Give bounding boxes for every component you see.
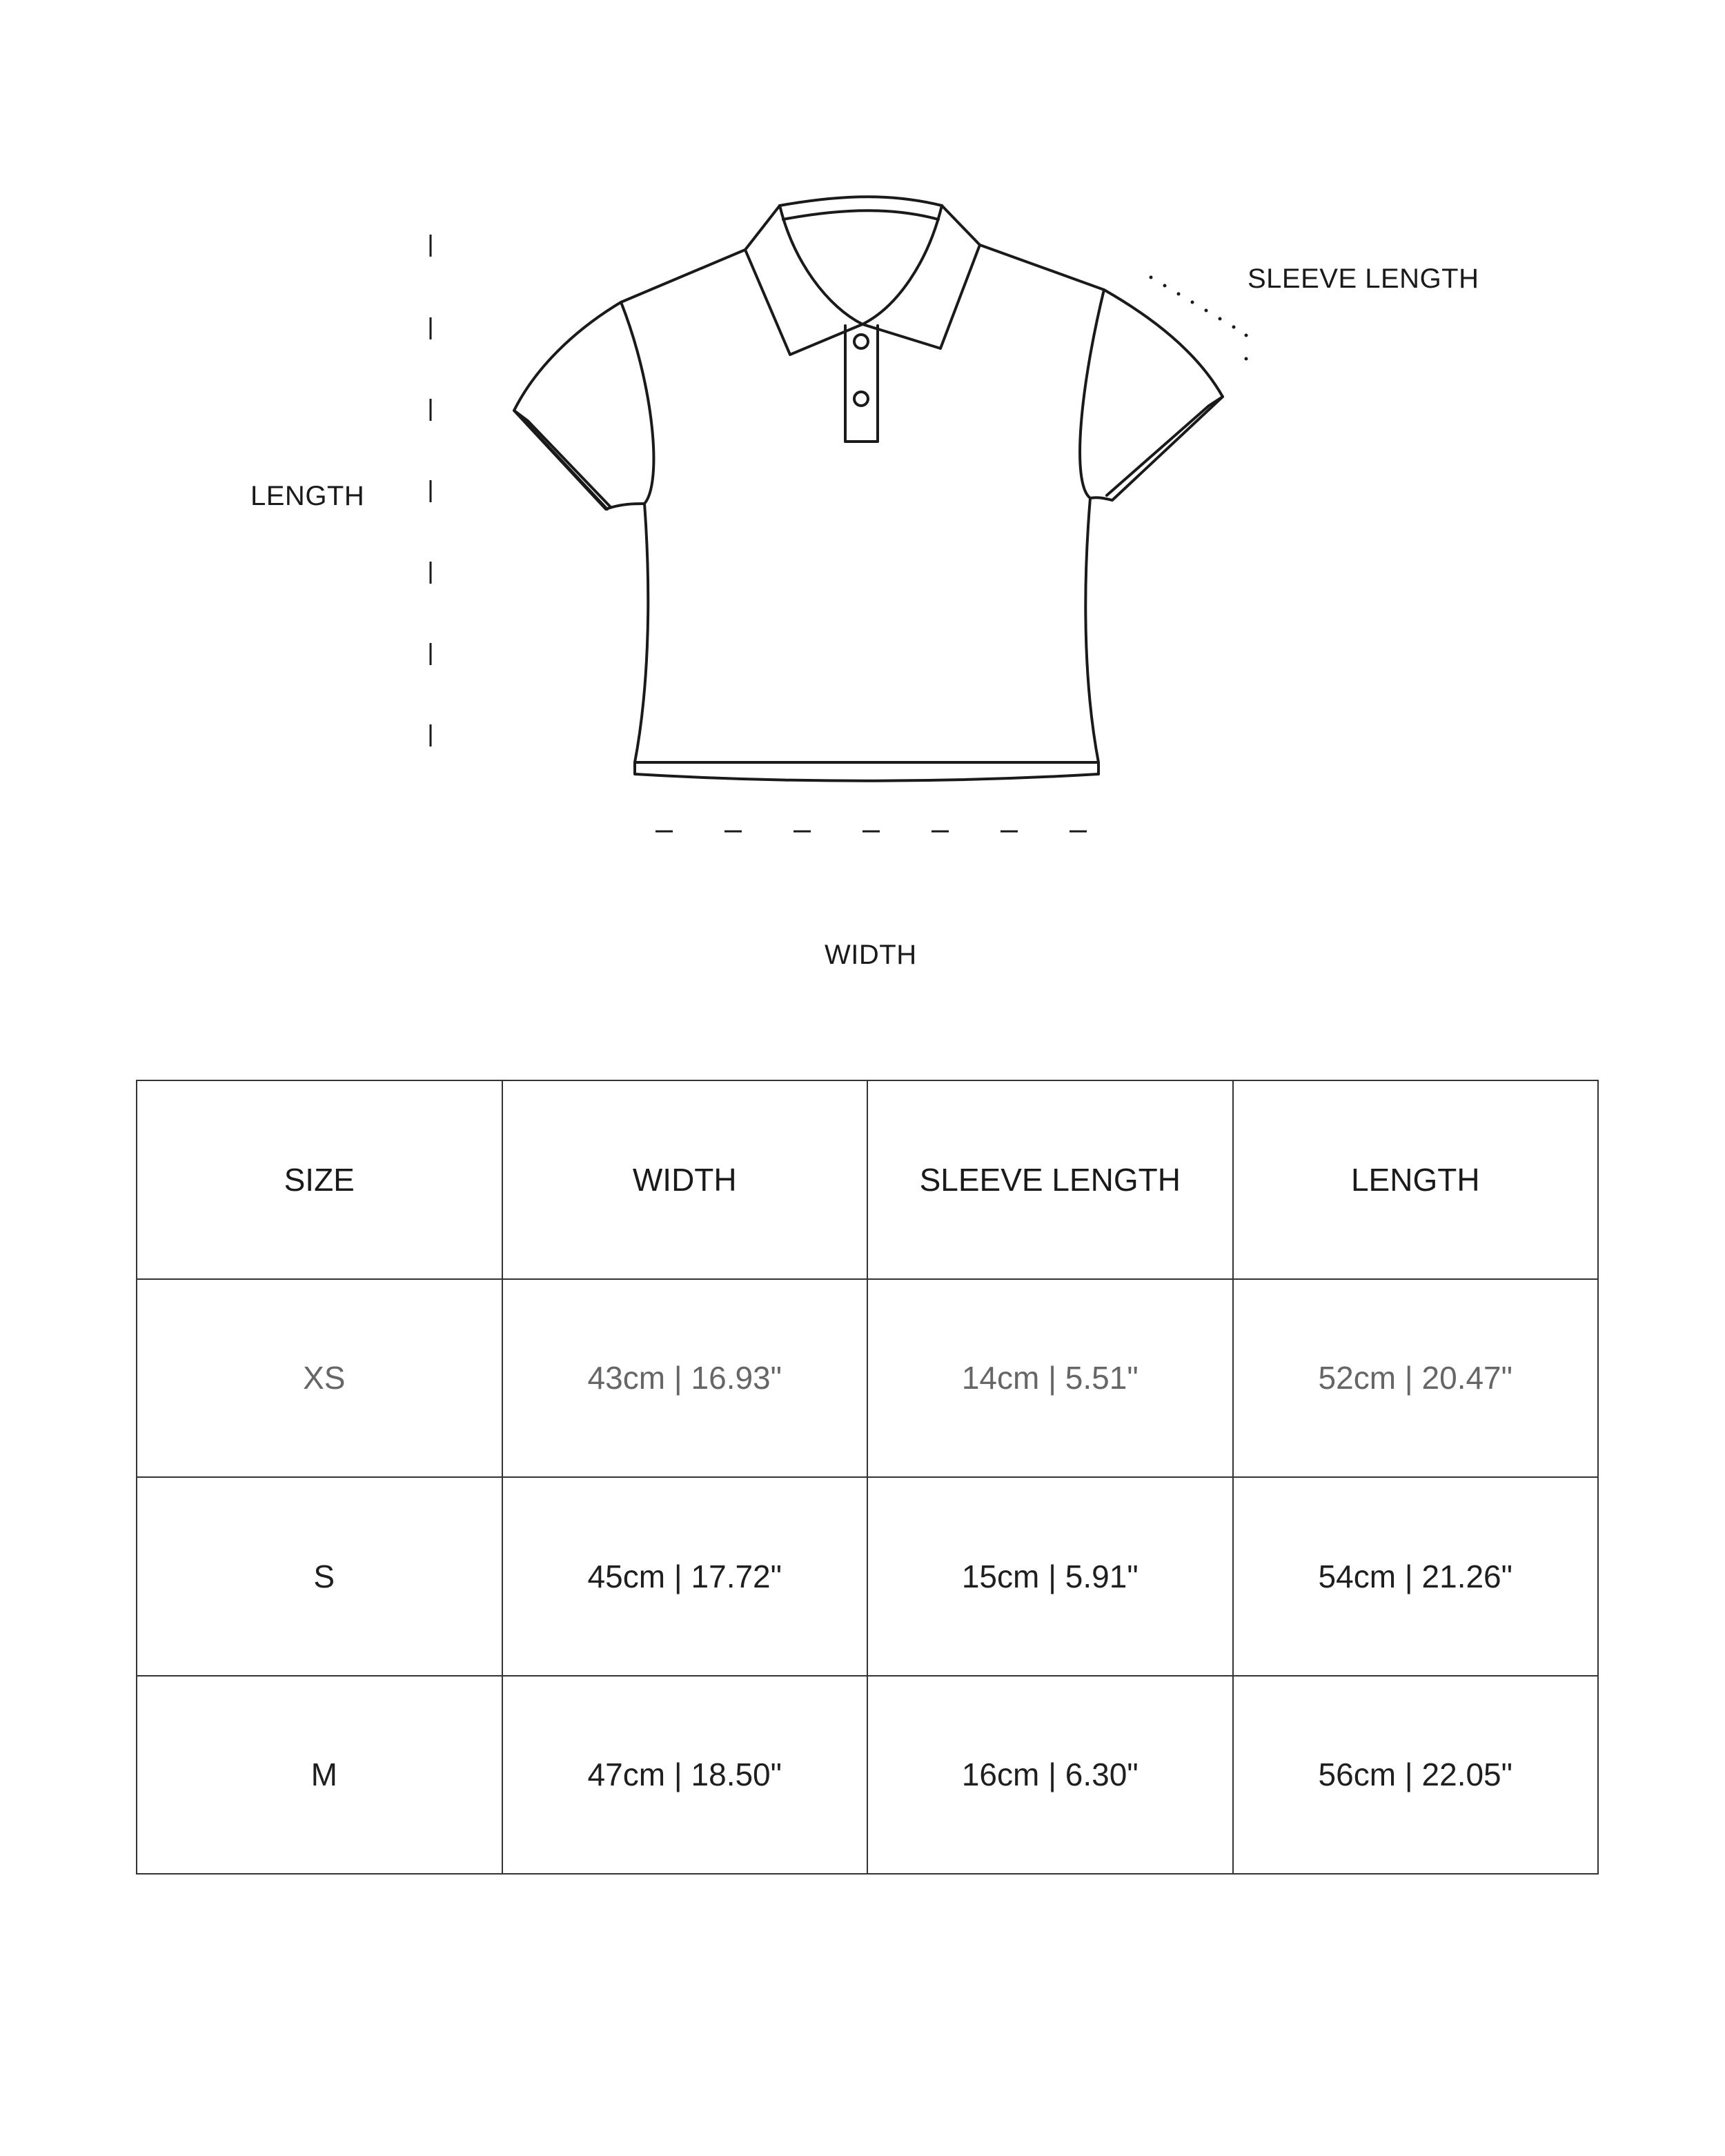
table-header-row [137,1080,1598,1279]
width-cell: 47cm | 18.50" [502,1676,868,1875]
sleeve-cell: 14cm | 5.51" [867,1279,1233,1478]
length-cell: 52cm | 20.47" [1233,1279,1599,1478]
sleeve-cell: 15cm | 5.91" [867,1477,1233,1676]
table-row [137,1279,1598,1478]
size-chart-table [136,1080,1599,1875]
sleeve-length-label: SLEEVE LENGTH [1248,264,1479,294]
header-sleeve-length: SLEEVE LENGTH [867,1080,1233,1279]
table-row [137,1477,1598,1676]
header-size: SIZE [137,1080,502,1279]
sleeve-length-indicator [1150,276,1248,361]
length-cell: 54cm | 21.26" [1233,1477,1599,1676]
width-cell: 43cm | 16.93" [502,1279,868,1478]
sleeve-cell: 16cm | 6.30" [867,1676,1233,1875]
polo-shirt-icon [514,197,1223,781]
length-cell: 56cm | 22.05" [1233,1676,1599,1875]
size-cell: S [137,1477,502,1676]
width-cell: 45cm | 17.72" [502,1477,868,1676]
width-label: WIDTH [825,940,917,970]
length-label: LENGTH [250,481,365,511]
header-length: LENGTH [1233,1080,1599,1279]
measurement-diagram [0,0,1725,1035]
size-cell: M [137,1676,502,1875]
header-width: WIDTH [502,1080,868,1279]
size-cell: XS [137,1279,502,1478]
table-row [137,1676,1598,1875]
